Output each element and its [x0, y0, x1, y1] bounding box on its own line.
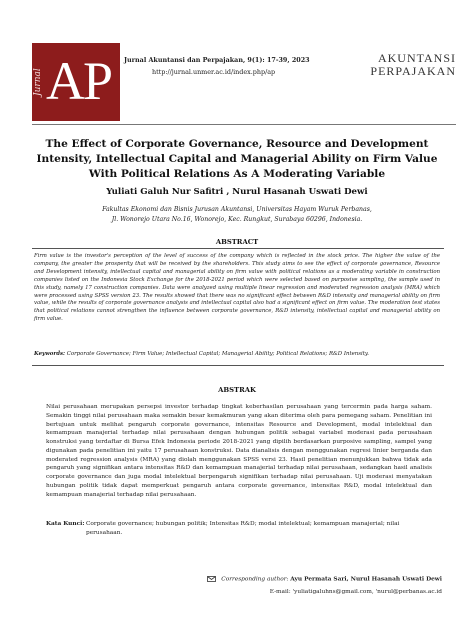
- affiliation-line-1: Fakultas Ekonomi dan Bisnis Jurusan Akuntansi, Universitas Hayam Wuruk Perbanas,: [102, 206, 372, 213]
- affiliation: [30, 205, 444, 225]
- abstract-heading: ABSTRACT: [215, 238, 259, 246]
- corresponding-label: Corresponding author:: [221, 576, 289, 583]
- title-line-2: Intensity, Intellectual Capital and Managerial Ability on Firm Value: [36, 153, 438, 165]
- logo-side-text: Jurnal: [33, 68, 43, 96]
- journal-brand: [370, 52, 456, 78]
- keywords-value: Corporate Governance; Firm Value; Intellectual Capital; Managerial Ability; Political Relations; R&D Intensity.: [66, 351, 369, 357]
- abstract-text: Firm value is the investor's perception of the level of success of the company which is reflected in the stock price. The higher the value of the company, the greater the prosperity that will be received by the shareholders. This study aims to see the effect of corporate governance, Resource and Development intensity, intellectual capital and managerial ability on firm value with political relations as a moderating variable in construction companies listed on the Indonesia Stock Exchange for the 2018-2021 period which were selected based on purposive sampling, the sample used in this study, namely 17 construction companies. Data were analyzed using multiple linear regression and moderated regression analysis (MRA) which were processed using SPSS version 23. The results showed that there was no significant effect between R&D intensity and managerial ability on firm value, while the results of corporate governance analysis and intellectual capital also had a significant effect on firm value. The moderation test states that political relations cannot strengthen the influence between corporate governance, R&D intensity, intellectual capital and managerial ability on firm value.: [34, 253, 440, 323]
- title-line-3: With Political Relations As A Moderating Variable: [88, 168, 386, 180]
- kata-kunci-label: Kata Kunci:: [46, 521, 85, 527]
- abstrak-text: Nilai perusahaan merupakan persepsi investor terhadap tingkat keberhasilan perusahaan yang tercermin pada harga saham. Semakin tinggi nilai perusahaan maka semakin besar kemakmuran yang akan diterima oleh para pemegang saham. Penelitian ini bertujuan untuk melihat pengaruh corporate governance, intensitas Resource and Development, modal intelektual dan kemampuan manajerial terhadap nilai perusahaan dengan hubungan politik sebagai variabel moderasi pada perusahaan konstruksi yang terdaftar di Bursa Efek Indonesia periode 2018-2021 yang dipilih berdasarkan purposive sampling, sampel yang digunakan pada penelitian ini yaitu 17 perusahaan konstruksi. Data dianalisis dengan menggunakan regresi linier berganda dan moderated regression analysis (MRA) yang diolah menggunakan SPSS versi 23. Hasil penelitian menunjukkan bahwa tidak ada pengaruh yang signifikan antara intensitas R&D dan kemampuan manajerial terhadap nilai perusahaan, sedangkan hasil analisis corporate governance dan juga modal intelektual berpengaruh signifikan terhadap nilai perusahaan. Uji moderasi menyatakan hubungan politik tidak dapat memperkuat pengaruh antara corporate governance, intensitas R&D, modal intelektual dan kemampuan manajerial terhadap nilai perusahaan.: [46, 404, 432, 498]
- affiliation-line-2: Jl. Wonorejo Utara No.16, Wonorejo, Kec. Rungkut, Surabaya 60296, Indonesia.: [111, 216, 363, 223]
- corresponding-name: Ayu Permata Sari, Nurul Hasanah Uswati Dewi: [290, 576, 442, 583]
- abstract-top-divider: [32, 248, 444, 249]
- email-label: E-mail:: [269, 589, 291, 595]
- authors: Yuliati Galuh Nur Safitri , Nurul Hasanah Uswati Dewi: [106, 187, 368, 197]
- keywords: [34, 351, 440, 357]
- corresponding-author: [207, 576, 442, 583]
- author-email: [270, 589, 442, 595]
- keywords-label: Keywords:: [34, 351, 65, 357]
- journal-info: [124, 56, 354, 76]
- brand-line-2: PERPAJAKAN: [370, 64, 456, 78]
- logo-text: AP: [46, 51, 112, 111]
- journal-citation: Jurnal Akuntansi dan Perpajakan, 9(1): 17-39, 2023: [124, 56, 310, 64]
- journal-logo: [32, 43, 120, 121]
- journal-url[interactable]: http://jurnal.unmer.ac.id/index.php/ap: [152, 68, 276, 76]
- header-divider: [32, 124, 456, 125]
- abstrak-heading: ABSTRAK: [218, 386, 256, 394]
- brand-line-1: AKUNTANSI: [377, 51, 456, 65]
- envelope-icon: [207, 576, 216, 582]
- title-line-1: The Effect of Corporate Governance, Resource and Development: [45, 138, 429, 150]
- abstract-bottom-divider: [32, 365, 444, 366]
- email-value[interactable]: 'yuliatigaluhns@gmail.com, 'nurul@perbanas.ac.id: [292, 589, 442, 595]
- kata-kunci-value: Corporate governance; hubungan politik; Intensitas R&D; modal intelektual; kemampuan manajerial; nilai perusahaan.: [86, 521, 400, 536]
- paper-title: [30, 137, 444, 182]
